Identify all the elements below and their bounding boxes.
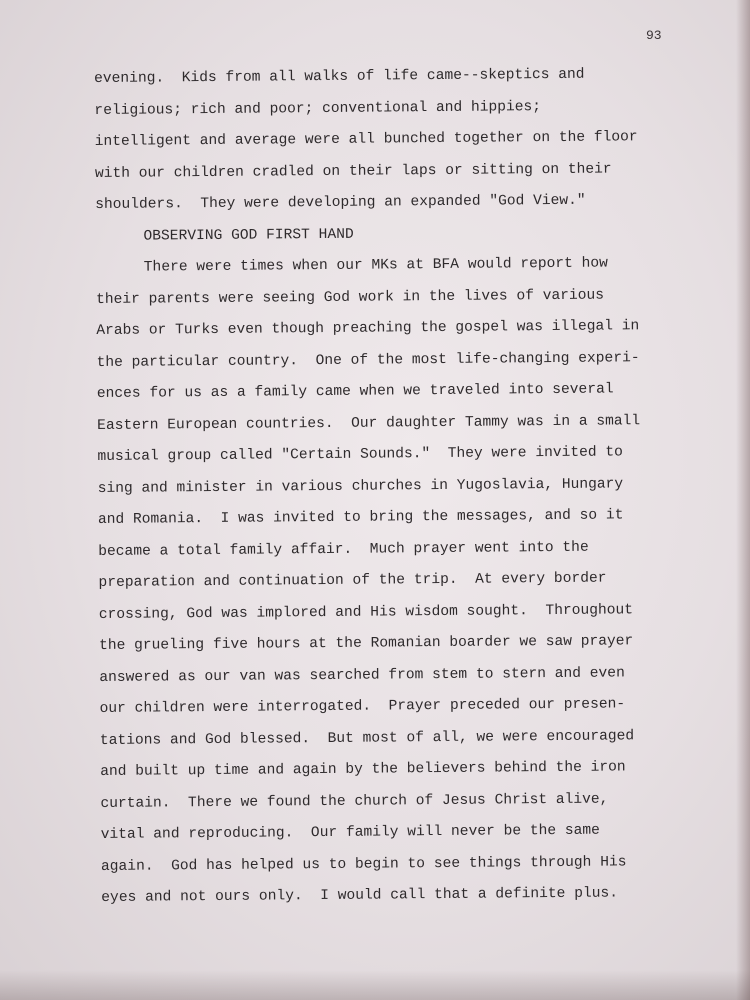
text-line: vital and reproducing. Our family will never be the same xyxy=(100,822,600,843)
text-line: evening. Kids from all walks of life came--skeptics and xyxy=(94,66,585,87)
text-line: ences for us as a family came when we traveled into several xyxy=(96,381,614,402)
text-line: There were times when our MKs at BFA would report how xyxy=(143,255,609,276)
text-line: and Romania. I was invited to bring the messages, and so it xyxy=(97,507,624,528)
text-line: sing and minister in various churches in Yugoslavia, Hungary xyxy=(97,475,624,497)
text-line: again. God has helped us to begin to see things through His xyxy=(100,853,627,875)
text-line: eyes and not ours only. I would call that a definite plus. xyxy=(101,885,619,906)
text-line: the particular country. One of the most life-changing experi- xyxy=(96,349,640,371)
page-number: 93 xyxy=(646,28,662,43)
text-line: intelligent and average were all bunched together on the floor xyxy=(94,129,638,150)
text-line: crossing, God was implored and His wisdom sought. Throughout xyxy=(98,601,634,623)
text-line: Arabs or Turks even though preaching the gospel was illegal in xyxy=(96,318,640,339)
section-heading: OBSERVING GOD FIRST HAND xyxy=(143,226,354,245)
text-line: answered as our van was searched from stem to stern and even xyxy=(99,664,625,686)
text-line: with our children cradled on their laps or sitting on their xyxy=(94,160,612,182)
text-line: Eastern European countries. Our daughter Tammy was in a small xyxy=(97,412,641,434)
page-bottom-shadow xyxy=(0,970,750,1000)
text-line: curtain. There we found the church of Jesus Christ alive, xyxy=(100,791,609,812)
text-line: our children were interrogated. Prayer preceded our presen- xyxy=(99,696,626,717)
text-line: preparation and continuation of the trip. At every border xyxy=(98,570,607,591)
text-line: their parents were seeing God work in the lives of various xyxy=(95,287,605,308)
text-line: the grueling five hours at the Romanian boarder we saw prayer xyxy=(99,633,634,654)
text-line: became a total family affair. Much prayer went into the xyxy=(98,539,589,560)
page-edge-shadow xyxy=(736,0,750,1000)
body-text xyxy=(94,59,701,915)
text-line: and built up time and again by the believers behind the iron xyxy=(100,759,626,780)
text-line: tations and God blessed. But most of all, we were encouraged xyxy=(99,727,635,749)
text-line: religious; rich and poor; conventional and hippies; xyxy=(94,98,542,119)
text-line: musical group called "Certain Sounds." They were invited to xyxy=(97,444,623,465)
text-line: shoulders. They were developing an expanded "God View." xyxy=(95,192,586,213)
